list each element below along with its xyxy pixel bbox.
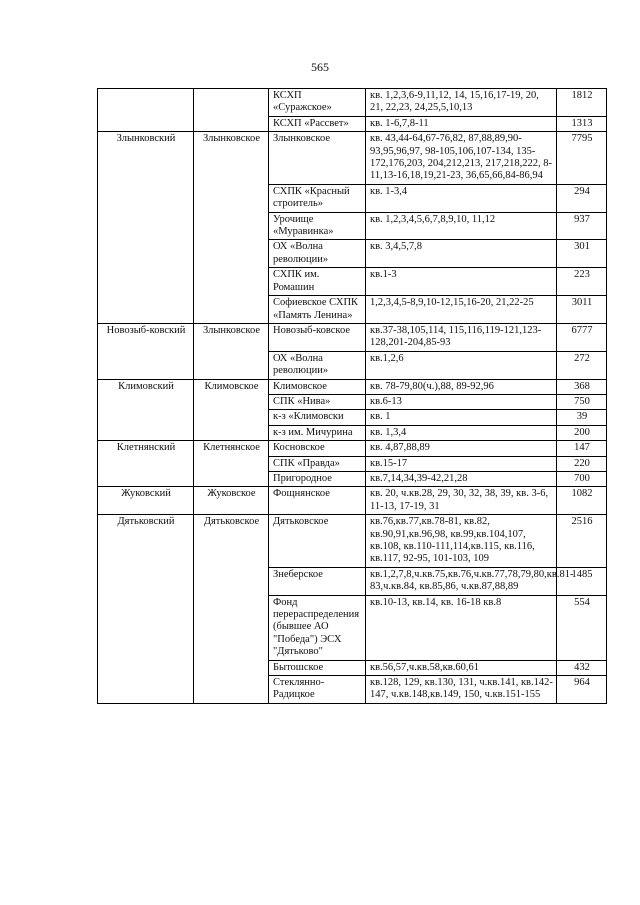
- plots-cell: кв. 1,3,4: [366, 425, 557, 440]
- plots-cell: кв.76,кв.77,кв.78-81, кв.82, кв.90,91,кв.96,98, кв.99,кв.104,107, кв.108, кв.110-111,114,кв.115, кв.116, кв.117, 92-95, 101-103, 109: [366, 515, 557, 568]
- organization-cell: КСХП «Рассвет»: [269, 116, 366, 131]
- page-number: 565: [311, 60, 329, 74]
- plots-cell: кв. 4,87,88,89: [366, 441, 557, 456]
- plots-cell: кв.1-3: [366, 268, 557, 296]
- area-cell: 1082: [557, 487, 607, 515]
- plots-cell: кв.128, 129, кв.130, 131, ч.кв.141, кв.142-147, ч.кв.148,кв.149, 150, ч.кв.151-155: [366, 676, 557, 704]
- plots-cell: кв.1,2,7,8,ч.кв.75,кв.76,ч.кв.77,78,79,80,кв.81-83,ч.кв.84, кв.85,86, ч.кв.87,88,89: [366, 567, 557, 595]
- organization-cell: к-з «Климовски: [269, 410, 366, 425]
- area-cell: 554: [557, 595, 607, 660]
- table-row: [98, 89, 607, 117]
- plots-cell: кв. 1: [366, 410, 557, 425]
- forest-plots-table: [97, 88, 607, 704]
- area-cell: 700: [557, 471, 607, 486]
- area-cell: 301: [557, 240, 607, 268]
- area-cell: 2516: [557, 515, 607, 568]
- plots-cell: кв.7,14,34,39-42,21,28: [366, 471, 557, 486]
- organization-cell: Фощнянское: [269, 487, 366, 515]
- organization-cell: Знеберское: [269, 567, 366, 595]
- district-cell: Климовский: [98, 379, 194, 441]
- plots-cell: кв. 1-6,7,8-11: [366, 116, 557, 131]
- area-cell: 272: [557, 351, 607, 379]
- organization-cell: Пригородное: [269, 471, 366, 486]
- settlement-cell: Злынковское: [194, 132, 269, 324]
- organization-cell: Урочище «Муравинка»: [269, 212, 366, 240]
- district-cell: Жуковский: [98, 487, 194, 515]
- organization-cell: СПК «Нива»: [269, 394, 366, 409]
- organization-cell: СХПК им. Ромашин: [269, 268, 366, 296]
- plots-cell: кв. 1,2,3,6-9,11,12, 14, 15,16,17-19, 20, 21, 22,23, 24,25,5,10,13: [366, 89, 557, 117]
- table-body: [98, 89, 607, 704]
- district-cell: Дятьковский: [98, 515, 194, 704]
- plots-cell: кв. 78-79,80(ч.),88, 89-92,96: [366, 379, 557, 394]
- district-cell: Клетнянский: [98, 441, 194, 487]
- organization-cell: СХПК «Красный строитель»: [269, 184, 366, 212]
- area-cell: 750: [557, 394, 607, 409]
- organization-cell: Бытошское: [269, 660, 366, 675]
- organization-cell: Климовское: [269, 379, 366, 394]
- organization-cell: Стеклянно-Радицкое: [269, 676, 366, 704]
- organization-cell: Злынковское: [269, 132, 366, 185]
- organization-cell: Фонд перераспределения (бывшее АО "Победа") ЭСХ "Дятьково": [269, 595, 366, 660]
- plots-cell: 1,2,3,4,5-8,9,10-12,15,16-20, 21,22-25: [366, 296, 557, 324]
- settlement-cell: Злынковское: [194, 323, 269, 379]
- area-cell: 1485: [557, 567, 607, 595]
- plots-cell: кв. 20, ч.кв.28, 29, 30, 32, 38, 39, кв. 3-6, 11-13, 17-19, 31: [366, 487, 557, 515]
- plots-cell: кв.6-13: [366, 394, 557, 409]
- plots-cell: кв.56,57,ч.кв.58,кв.60,61: [366, 660, 557, 675]
- table-row: [98, 487, 607, 515]
- table-row: [98, 379, 607, 394]
- plots-cell: кв. 43,44-64,67-76,82, 87,88,89,90-93,95,96,97, 98-105,106,107-134, 135-172,176,203, 204,212,213, 217,218,222, 8-11,13-16,18,19,21-23, 36,65,66,84-86,94: [366, 132, 557, 185]
- plots-cell: кв. 1-3,4: [366, 184, 557, 212]
- area-cell: 1313: [557, 116, 607, 131]
- area-cell: 220: [557, 456, 607, 471]
- settlement-cell: [194, 89, 269, 132]
- organization-cell: Софиевское СХПК «Память Ленина»: [269, 296, 366, 324]
- organization-cell: к-з им. Мичурина: [269, 425, 366, 440]
- area-cell: 964: [557, 676, 607, 704]
- organization-cell: Косновское: [269, 441, 366, 456]
- plots-cell: кв.10-13, кв.14, кв. 16-18 кв.8: [366, 595, 557, 660]
- area-cell: 368: [557, 379, 607, 394]
- organization-cell: КСХП «Суражское»: [269, 89, 366, 117]
- area-cell: 147: [557, 441, 607, 456]
- settlement-cell: Жуковское: [194, 487, 269, 515]
- district-cell: [98, 89, 194, 132]
- area-cell: 294: [557, 184, 607, 212]
- area-cell: 937: [557, 212, 607, 240]
- area-cell: 200: [557, 425, 607, 440]
- organization-cell: ОХ «Волна революции»: [269, 240, 366, 268]
- area-cell: 432: [557, 660, 607, 675]
- area-cell: 7795: [557, 132, 607, 185]
- table-row: [98, 441, 607, 456]
- district-cell: Новозыб-ковский: [98, 323, 194, 379]
- plots-cell: кв. 1,2,3,4,5,6,7,8,9,10, 11,12: [366, 212, 557, 240]
- settlement-cell: Клетнянское: [194, 441, 269, 487]
- area-cell: 6777: [557, 323, 607, 351]
- table-row: [98, 515, 607, 568]
- table-row: [98, 323, 607, 351]
- table-row: [98, 132, 607, 185]
- plots-cell: кв.37-38,105,114, 115,116,119-121,123-128,201-204,85-93: [366, 323, 557, 351]
- plots-cell: кв.15-17: [366, 456, 557, 471]
- organization-cell: Дятьковское: [269, 515, 366, 568]
- organization-cell: ОХ «Волна революции»: [269, 351, 366, 379]
- organization-cell: Новозыб-ковское: [269, 323, 366, 351]
- settlement-cell: Климовское: [194, 379, 269, 441]
- area-cell: 1812: [557, 89, 607, 117]
- settlement-cell: Дятьковское: [194, 515, 269, 704]
- area-cell: 223: [557, 268, 607, 296]
- area-cell: 3011: [557, 296, 607, 324]
- area-cell: 39: [557, 410, 607, 425]
- plots-cell: кв. 3,4,5,7,8: [366, 240, 557, 268]
- district-cell: Злынковский: [98, 132, 194, 324]
- organization-cell: СПК «Правда»: [269, 456, 366, 471]
- plots-cell: кв.1,2,6: [366, 351, 557, 379]
